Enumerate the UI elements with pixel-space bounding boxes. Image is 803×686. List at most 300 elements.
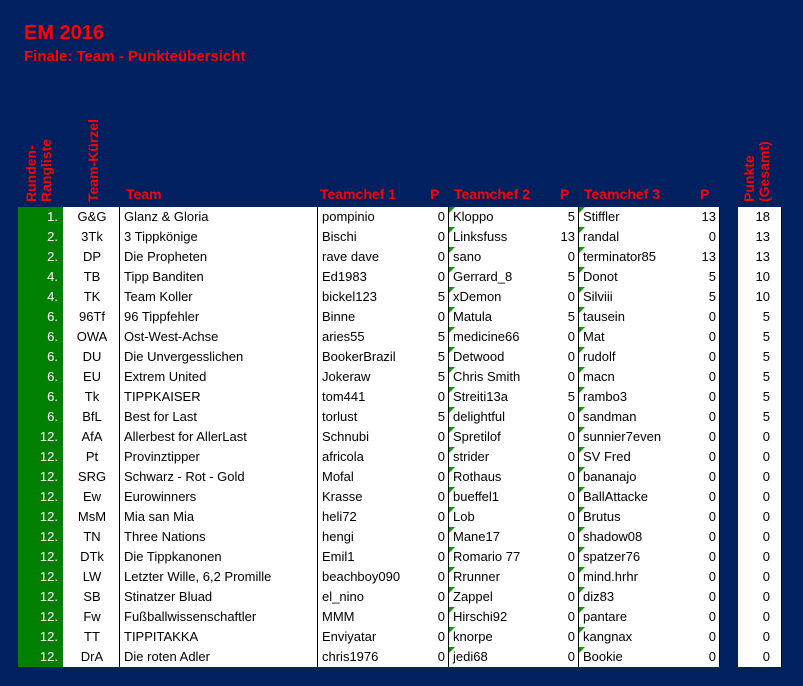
table-row [0, 447, 803, 467]
comment-marker-icon [449, 407, 455, 413]
cell-chef2: Detwood [453, 349, 505, 364]
cell-team: Schwarz - Rot - Gold [124, 469, 245, 484]
cell-p1: 0 [437, 589, 445, 604]
comment-marker-icon [579, 347, 585, 353]
cell-code: Ew [82, 489, 102, 504]
cell-chef1: Emil1 [322, 549, 355, 564]
cell-total: 0 [762, 589, 770, 604]
cell-chef1: aries55 [322, 329, 365, 344]
table-row [0, 527, 803, 547]
comment-marker-icon [449, 567, 455, 573]
cell-code: Tk [84, 389, 100, 404]
cell-code: G&G [77, 209, 107, 224]
cell-rank: 12. [39, 569, 58, 584]
cell-chef2: jedi68 [453, 649, 488, 664]
cell-chef1: pompinio [322, 209, 375, 224]
cell-p3: 0 [708, 449, 716, 464]
cell-p3: 0 [708, 589, 716, 604]
cell-rank: 4. [47, 289, 58, 304]
cell-p3: 0 [708, 529, 716, 544]
cell-chef2: strider [453, 449, 490, 464]
cell-chef1: beachboy090 [322, 569, 401, 584]
comment-marker-icon [449, 487, 455, 493]
cell-chef1: Schnubi [322, 429, 369, 444]
comment-marker-icon [449, 607, 455, 613]
cell-p1: 5 [437, 369, 445, 384]
cell-total: 0 [762, 469, 770, 484]
comment-marker-icon [579, 447, 585, 453]
cell-p1: 0 [437, 549, 445, 564]
cell-code: TB [83, 269, 101, 284]
cell-rank: 12. [39, 629, 58, 644]
cell-chef2: Spretilof [453, 429, 501, 444]
cell-team: TIPPITAKKA [124, 629, 199, 644]
cell-chef2: xDemon [453, 289, 502, 304]
table-row [0, 427, 803, 447]
cell-chef1: tom441 [322, 389, 366, 404]
cell-chef1: el_nino [322, 589, 364, 604]
cell-p2: 0 [567, 569, 575, 584]
cell-p3: 0 [708, 229, 716, 244]
comment-marker-icon [579, 387, 585, 393]
comment-marker-icon [449, 327, 455, 333]
comment-marker-icon [579, 647, 585, 653]
cell-p2: 0 [567, 429, 575, 444]
cell-team: TIPPKAISER [124, 389, 201, 404]
comment-marker-icon [579, 247, 585, 253]
cell-rank: 6. [47, 369, 58, 384]
cell-chef2: medicine66 [453, 329, 520, 344]
cell-p1: 0 [437, 629, 445, 644]
cell-p2: 0 [567, 409, 575, 424]
cell-chef1: Mofal [322, 469, 354, 484]
header-p1: P [430, 186, 440, 202]
comment-marker-icon [449, 647, 455, 653]
cell-rank: 1. [47, 209, 58, 224]
cell-total: 0 [762, 509, 770, 524]
cell-total: 5 [762, 309, 770, 324]
cell-p1: 5 [437, 349, 445, 364]
cell-rank: 6. [47, 349, 58, 364]
cell-chef1: bickel123 [322, 289, 377, 304]
cell-rank: 12. [39, 509, 58, 524]
cell-code: MsM [77, 509, 107, 524]
cell-chef2: Mane17 [453, 529, 500, 544]
cell-team: Fußballwissenschaftler [124, 609, 257, 624]
cell-chef3: BallAttacke [583, 489, 649, 504]
cell-chef1: africola [322, 449, 364, 464]
header-p3: P [700, 186, 710, 202]
header-teamchef-1: Teamchef 1 [320, 186, 396, 202]
sheet-title: EM 2016 [24, 22, 105, 44]
cell-team: Glanz & Gloria [124, 209, 209, 224]
comment-marker-icon [579, 527, 585, 533]
cell-chef3: rambo3 [583, 389, 628, 404]
table-row [0, 547, 803, 567]
cell-p1: 0 [437, 569, 445, 584]
cell-team: Three Nations [124, 529, 206, 544]
comment-marker-icon [579, 407, 585, 413]
cell-team: 3 Tippkönige [124, 229, 198, 244]
cell-chef2: Matula [453, 309, 493, 324]
cell-code: 96Tf [78, 309, 105, 324]
cell-p2: 0 [567, 469, 575, 484]
cell-total: 0 [762, 569, 770, 584]
cell-chef1: Jokeraw [322, 369, 371, 384]
cell-code: Pt [85, 449, 99, 464]
cell-total: 0 [762, 449, 770, 464]
comment-marker-icon [449, 427, 455, 433]
cell-chef2: delightful [453, 409, 506, 424]
cell-p3: 0 [708, 509, 716, 524]
cell-p3: 0 [708, 389, 716, 404]
cell-team: Stinatzer Bluad [124, 589, 213, 604]
cell-rank: 12. [39, 489, 58, 504]
cell-total: 13 [755, 249, 770, 264]
cell-p2: 0 [567, 489, 575, 504]
cell-team: Provinztipper [124, 449, 200, 464]
cell-p1: 0 [437, 649, 445, 664]
cell-total: 18 [755, 209, 770, 224]
comment-marker-icon [449, 347, 455, 353]
table-row [0, 407, 803, 427]
cell-chef3: randal [583, 229, 620, 244]
cell-p1: 5 [437, 289, 445, 304]
cell-code: TN [83, 529, 101, 544]
cell-rank: 12. [39, 469, 58, 484]
cell-p2: 0 [567, 649, 575, 664]
cell-chef2: Chris Smith [453, 369, 521, 384]
cell-chef1: Binne [322, 309, 356, 324]
comment-marker-icon [579, 587, 585, 593]
cell-chef3: Bookie [583, 649, 623, 664]
cell-total: 5 [762, 409, 770, 424]
cell-rank: 12. [39, 429, 58, 444]
cell-code: AfA [81, 429, 103, 444]
cell-code: LW [82, 569, 102, 584]
cell-p2: 0 [567, 329, 575, 344]
cell-p1: 0 [437, 469, 445, 484]
table-row [0, 267, 803, 287]
cell-chef1: torlust [322, 409, 358, 424]
table-row [0, 567, 803, 587]
cell-total: 0 [762, 489, 770, 504]
cell-p1: 0 [437, 489, 445, 504]
comment-marker-icon [579, 607, 585, 613]
cell-rank: 2. [47, 229, 58, 244]
cell-chef3: Mat [583, 329, 605, 344]
comment-marker-icon [449, 387, 455, 393]
cell-chef3: Silviii [583, 289, 613, 304]
cell-p3: 0 [708, 409, 716, 424]
cell-p3: 13 [701, 249, 716, 264]
cell-team: Die Unvergesslichen [124, 349, 244, 364]
cell-p3: 0 [708, 309, 716, 324]
cell-chef1: heli72 [322, 509, 357, 524]
cell-rank: 6. [47, 329, 58, 344]
cell-p1: 0 [437, 389, 445, 404]
header-teamchef-3: Teamchef 3 [584, 186, 660, 202]
cell-chef3: rudolf [583, 349, 616, 364]
cell-code: DP [82, 249, 102, 264]
cell-p2: 0 [567, 509, 575, 524]
comment-marker-icon [579, 327, 585, 333]
comment-marker-icon [579, 427, 585, 433]
header-teamchef-2: Teamchef 2 [454, 186, 530, 202]
comment-marker-icon [449, 507, 455, 513]
cell-p2: 0 [567, 449, 575, 464]
cell-chef2: Kloppo [453, 209, 494, 224]
comment-marker-icon [449, 627, 455, 633]
cell-chef3: tausein [583, 309, 625, 324]
cell-chef1: Krasse [322, 489, 363, 504]
cell-total: 5 [762, 389, 770, 404]
comment-marker-icon [449, 587, 455, 593]
sheet-subtitle: Finale: Team - Punkteübersicht [24, 48, 246, 65]
cell-p3: 0 [708, 349, 716, 364]
cell-rank: 6. [47, 409, 58, 424]
cell-team: Ost-West-Achse [124, 329, 219, 344]
cell-p2: 5 [567, 309, 575, 324]
cell-total: 10 [755, 269, 770, 284]
cell-chef2: Romario 77 [453, 549, 521, 564]
cell-total: 0 [762, 609, 770, 624]
comment-marker-icon [579, 507, 585, 513]
cell-code: DU [82, 349, 102, 364]
comment-marker-icon [449, 287, 455, 293]
cell-chef3: terminator85 [583, 249, 656, 264]
cell-p3: 5 [708, 269, 716, 284]
table-row [0, 307, 803, 327]
cell-p1: 5 [437, 409, 445, 424]
header-points-total: Punkte (Gesamt) [741, 141, 772, 202]
comment-marker-icon [449, 447, 455, 453]
cell-p2: 0 [567, 629, 575, 644]
cell-p1: 0 [437, 609, 445, 624]
table-row [0, 207, 803, 227]
cell-rank: 12. [39, 449, 58, 464]
cell-code: EU [82, 369, 102, 384]
cell-chef1: hengi [322, 529, 354, 544]
comment-marker-icon [449, 547, 455, 553]
table-row [0, 347, 803, 367]
comment-marker-icon [449, 267, 455, 273]
cell-total: 0 [762, 549, 770, 564]
comment-marker-icon [579, 627, 585, 633]
cell-rank: 12. [39, 609, 58, 624]
cell-p2: 0 [567, 249, 575, 264]
cell-p3: 0 [708, 649, 716, 664]
cell-chef3: sunnier7even [583, 429, 662, 444]
cell-p3: 0 [708, 369, 716, 384]
cell-p3: 0 [708, 469, 716, 484]
cell-total: 10 [755, 289, 770, 304]
cell-p3: 5 [708, 289, 716, 304]
cell-p3: 0 [708, 609, 716, 624]
cell-chef3: spatzer76 [583, 549, 641, 564]
cell-p1: 5 [437, 329, 445, 344]
cell-total: 5 [762, 349, 770, 364]
cell-team: Team Koller [124, 289, 193, 304]
cell-chef1: MMM [322, 609, 355, 624]
cell-chef3: diz83 [583, 589, 615, 604]
cell-total: 0 [762, 629, 770, 644]
cell-code: SB [83, 589, 101, 604]
comment-marker-icon [579, 467, 585, 473]
cell-chef2: Lob [453, 509, 475, 524]
cell-p1: 0 [437, 309, 445, 324]
table-row [0, 507, 803, 527]
cell-chef3: macn [583, 369, 615, 384]
cell-code: TT [84, 629, 100, 644]
comment-marker-icon [579, 547, 585, 553]
cell-p2: 5 [567, 269, 575, 284]
table-row [0, 487, 803, 507]
comment-marker-icon [449, 247, 455, 253]
cell-rank: 12. [39, 649, 58, 664]
cell-p3: 0 [708, 549, 716, 564]
cell-chef3: Brutus [583, 509, 621, 524]
cell-chef1: Enviyatar [322, 629, 377, 644]
comment-marker-icon [449, 527, 455, 533]
comment-marker-icon [579, 267, 585, 273]
cell-p2: 5 [567, 389, 575, 404]
table-row [0, 287, 803, 307]
comment-marker-icon [579, 287, 585, 293]
cell-code: TK [83, 289, 101, 304]
cell-team: Eurowinners [124, 489, 197, 504]
cell-rank: 6. [47, 389, 58, 404]
table-row [0, 227, 803, 247]
cell-code: DTk [80, 549, 104, 564]
cell-chef2: knorpe [453, 629, 493, 644]
header-rank: Runden- Rangliste [23, 138, 54, 202]
cell-p2: 0 [567, 589, 575, 604]
cell-code: 3Tk [81, 229, 103, 244]
cell-total: 0 [762, 649, 770, 664]
cell-team: Extrem United [124, 369, 207, 384]
comment-marker-icon [579, 307, 585, 313]
table-row [0, 587, 803, 607]
cell-chef2: bueffel1 [453, 489, 500, 504]
cell-team: Best for Last [124, 409, 197, 424]
cell-p3: 0 [708, 329, 716, 344]
comment-marker-icon [579, 567, 585, 573]
cell-team: Die roten Adler [124, 649, 210, 664]
comment-marker-icon [449, 207, 455, 213]
cell-p2: 0 [567, 529, 575, 544]
cell-rank: 12. [39, 529, 58, 544]
cell-code: DrA [80, 649, 104, 664]
cell-team: Letzter Wille, 6,2 Promille [124, 569, 272, 584]
cell-p1: 0 [437, 529, 445, 544]
cell-chef2: Hirschi92 [453, 609, 508, 624]
comment-marker-icon [579, 487, 585, 493]
cell-code: Fw [83, 609, 101, 624]
cell-p1: 0 [437, 269, 445, 284]
table-row [0, 247, 803, 267]
comment-marker-icon [579, 207, 585, 213]
cell-p2: 0 [567, 609, 575, 624]
cell-chef2: Linksfuss [453, 229, 508, 244]
cell-total: 5 [762, 329, 770, 344]
cell-team: Die Tippkanonen [124, 549, 222, 564]
cell-team: 96 Tippfehler [124, 309, 200, 324]
cell-p3: 0 [708, 489, 716, 504]
cell-rank: 2. [47, 249, 58, 264]
cell-chef3: SV Fred [583, 449, 631, 464]
cell-total: 0 [762, 429, 770, 444]
header-team: Team [126, 186, 162, 202]
comment-marker-icon [449, 307, 455, 313]
cell-p1: 0 [437, 229, 445, 244]
cell-chef3: shadow08 [583, 529, 643, 544]
table-row [0, 607, 803, 627]
comment-marker-icon [579, 227, 585, 233]
cell-rank: 12. [39, 549, 58, 564]
comment-marker-icon [579, 367, 585, 373]
cell-p2: 13 [560, 229, 575, 244]
table-row [0, 647, 803, 667]
cell-team: Tipp Banditen [124, 269, 204, 284]
comment-marker-icon [449, 367, 455, 373]
cell-chef1: rave dave [322, 249, 380, 264]
cell-chef2: Streiti13a [453, 389, 508, 404]
cell-p2: 0 [567, 549, 575, 564]
cell-team: Die Propheten [124, 249, 208, 264]
cell-p1: 0 [437, 429, 445, 444]
cell-p1: 0 [437, 509, 445, 524]
cell-chef3: sandman [583, 409, 637, 424]
cell-p1: 0 [437, 449, 445, 464]
cell-chef3: Stiffler [583, 209, 620, 224]
table-row [0, 627, 803, 647]
cell-chef2: sano [453, 249, 482, 264]
cell-team: Allerbest for AllerLast [124, 429, 247, 444]
cell-p3: 0 [708, 429, 716, 444]
cell-p3: 13 [701, 209, 716, 224]
table-row [0, 387, 803, 407]
cell-chef2: Rrunner [453, 569, 500, 584]
cell-p2: 0 [567, 289, 575, 304]
comment-marker-icon [449, 227, 455, 233]
cell-chef3: mind.hrhr [583, 569, 638, 584]
cell-p3: 0 [708, 569, 716, 584]
cell-team: Mia san Mia [124, 509, 195, 524]
cell-chef1: Bischi [322, 229, 357, 244]
cell-chef2: Gerrard_8 [453, 269, 513, 284]
cell-chef2: Zappel [453, 589, 493, 604]
cell-p1: 0 [437, 209, 445, 224]
cell-total: 13 [755, 229, 770, 244]
cell-rank: 4. [47, 269, 58, 284]
cell-chef3: pantare [583, 609, 628, 624]
cell-chef2: Rothaus [453, 469, 502, 484]
cell-p2: 5 [567, 209, 575, 224]
cell-p2: 0 [567, 369, 575, 384]
cell-chef1: chris1976 [322, 649, 379, 664]
cell-p2: 0 [567, 349, 575, 364]
header-p2: P [560, 186, 570, 202]
cell-chef1: BookerBrazil [322, 349, 396, 364]
cell-total: 0 [762, 529, 770, 544]
table-row [0, 327, 803, 347]
cell-chef1: Ed1983 [322, 269, 367, 284]
cell-rank: 6. [47, 309, 58, 324]
cell-code: BfL [82, 409, 102, 424]
table-row [0, 367, 803, 387]
header-team-code: Team-Kürzel [85, 119, 101, 202]
